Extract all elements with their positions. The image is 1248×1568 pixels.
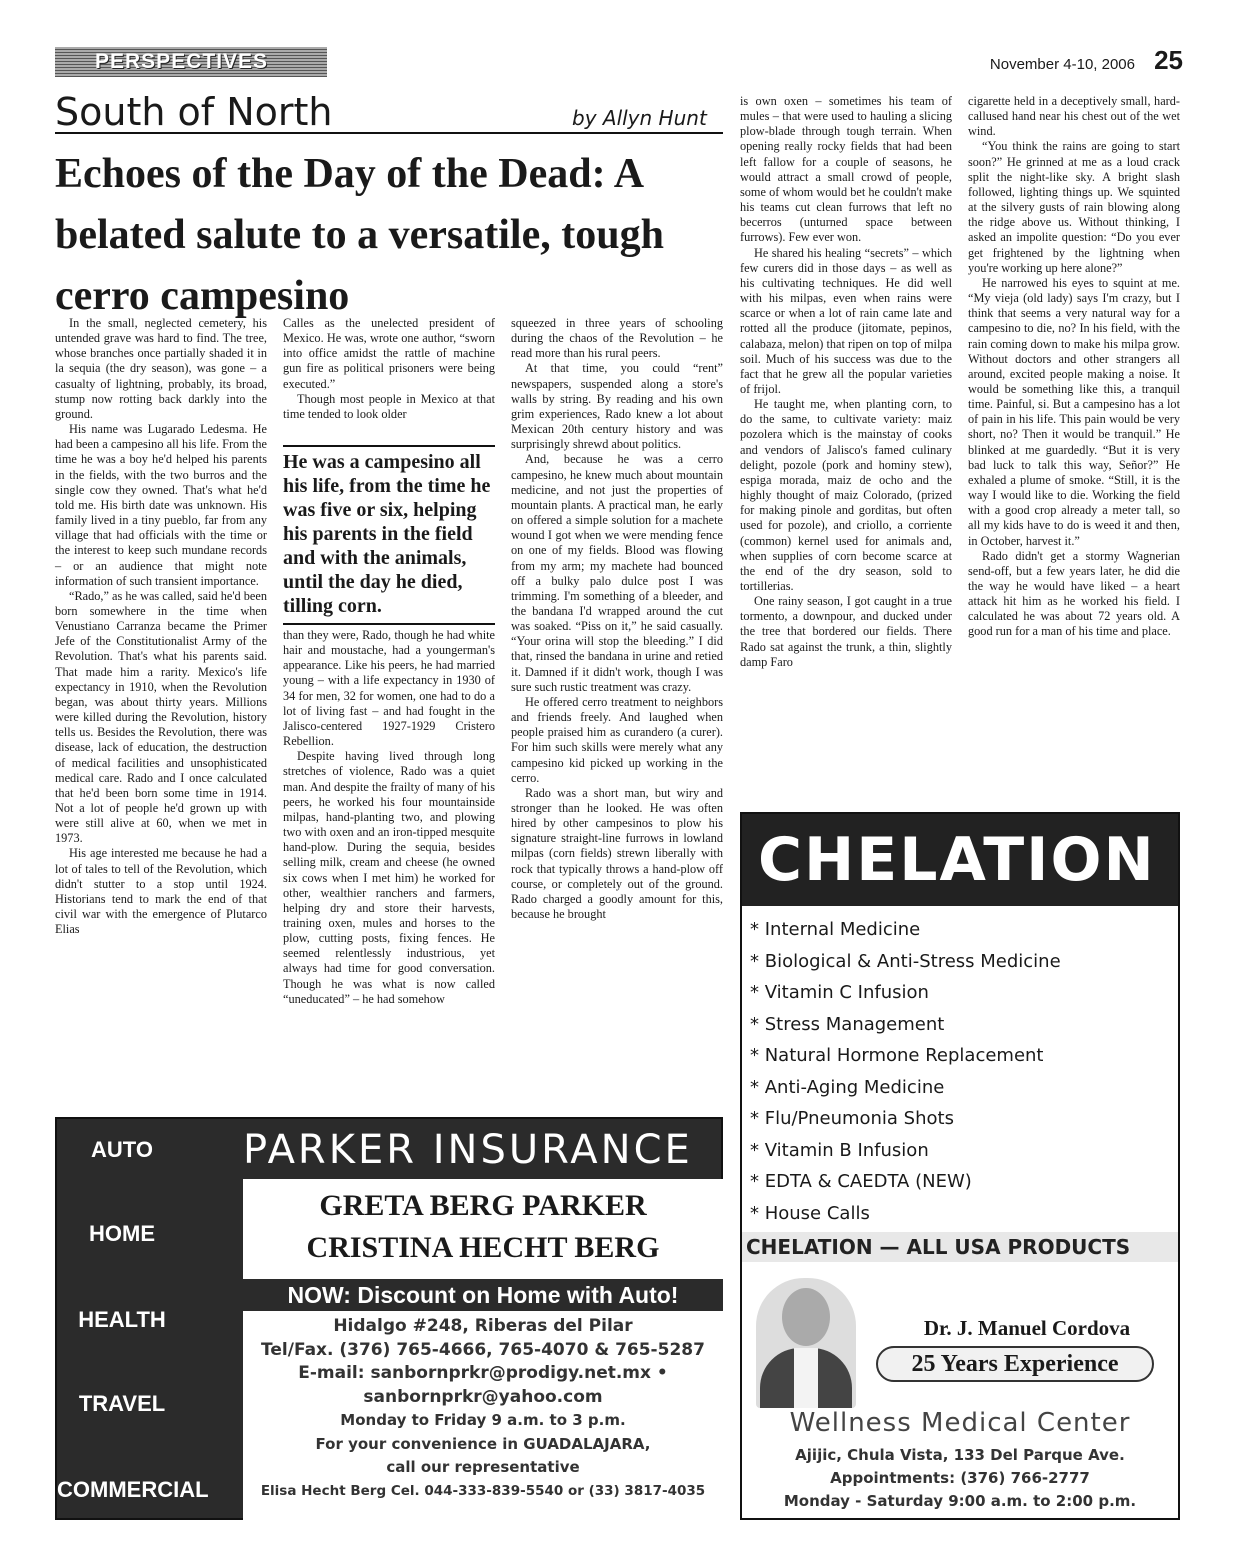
paragraph: He taught me, when planting corn, to do the same, to cultivate variety: maiz pozolera which is the mainstay of cooks and vendors of Jalisco's famed culinary delight, pozole (pork and hominy stew), espiga morada, maiz de ocho and the highly thought of maiz Colorado, (prized for making pinole and gorditas, but often used for pozole), and criollo, a corriente (common) kernel used for animals and, when supplies of corn become scarce at the end of the dry season, sold to tortillerias. [740, 397, 952, 593]
email: sanbornprkr@yahoo.com [363, 1386, 603, 1407]
doctor-name: Dr. J. Manuel Cordova [923, 1316, 1131, 1340]
services-list [750, 914, 1061, 1229]
service-item: * Flu/Pneumonia Shots [750, 1108, 954, 1129]
service-item: * Internal Medicine [750, 919, 921, 940]
paragraph: Calles as the unelected president of Mexico. He was, wrote one author, “sworn into office amidst the rattle of machine gun fire as political prisoners were being executed.” [283, 316, 495, 391]
paragraph: He offered cerro treatment to neighbors and friends freely. And laughed when people praised him as curandero (a curer). For him such skills were merely what any campesino kid picked up working in the cerro. [511, 694, 723, 785]
chelation-banner: CHELATION [742, 814, 1178, 906]
center-address: Ajijic, Chula Vista, 133 Del Parque Ave. [795, 1446, 1125, 1464]
ad-category-health: HEALTH [78, 1307, 166, 1332]
service-item: * House Calls [750, 1202, 870, 1224]
agent-name: CRISTINA HECHT BERG [306, 1231, 660, 1264]
service-item: * Natural Hormone Replacement [750, 1045, 1044, 1066]
article-column-5 [968, 94, 1180, 640]
paragraph: Despite having lived through long stretches of violence, Rado was a quiet man. And despite the frailty of many of his peers, he worked his four mountainside milpas, hand-planting two, and plowing two with oxen and an iron-tipped mesquite hand-plow. During the sequia, besides selling milk, cream and cheese (he owned six cows when I met him) he worked for other, wealthier ranchers and farmers, helping dry and store their harvests, training oxen, mules and horses to the plow, cutting posts, fixing fences. He seemed relentlessly industrious, yet always had time for good conversation. Though he was what is now called “uneducated” – he had somehow [283, 749, 495, 1006]
masthead [55, 47, 1183, 79]
photo-head [782, 1288, 830, 1346]
promo-line: NOW: Discount on Home with Auto! [243, 1279, 723, 1311]
byline: by Allyn Hunt [572, 106, 707, 130]
issue-date: November 4-10, 2006 [989, 56, 1135, 73]
agent-names [243, 1179, 723, 1279]
paragraph: His name was Lugarado Ledesma. He had been a campesino all his life. From the time he was a boy he'd helped his parents in the fields, with the two burros and the single cow they owned. That's what he'd told me. His birth date was unknown. His family lived in a tiny pueblo, far from any village that had officials with the time or the interest to keep such mundane records – or an audience that might note information of such transient importance. [55, 422, 267, 588]
title-rule [55, 132, 723, 134]
service-item: * Anti-Aging Medicine [750, 1076, 945, 1098]
headline: Echoes of the Day of the Dead: A belated salute to a versatile, tough cerro campesino [55, 151, 664, 319]
paragraph: than they were, Rado, though he had white hair and moustache, had a youngerman's appearance. Like his peers, he had married young – with a life expectancy in 1930 of 34 for men, 32 for women, one had to do a lot of living fast – and had fought in the Jalisco-centered 1927-1929 Cristero Rebellion. [283, 628, 495, 749]
email: E-mail: sanbornprkr@prodigy.net.mx • [298, 1363, 668, 1383]
experience-badge: 25 Years Experience [876, 1346, 1154, 1382]
center-hours: Monday - Saturday 9:00 a.m. to 2:00 p.m. [783, 1492, 1137, 1510]
contact-block [243, 1311, 723, 1520]
service-item: * Vitamin B Infusion [750, 1139, 929, 1161]
service-item: * Stress Management [750, 1013, 945, 1035]
agent-name: GRETA BERG PARKER [319, 1189, 647, 1222]
ad-category-home: HOME [89, 1221, 155, 1246]
medical-center-info [742, 1444, 1178, 1513]
parker-insurance-ad [55, 1117, 723, 1520]
column-title: South of North [55, 90, 333, 134]
service-item: * EDTA & CAEDTA (NEW) [750, 1171, 972, 1192]
paragraph: In the small, neglected cemetery, his untended grave was hard to find. The tree, whose branches once partially shaded it in la sequia (the dry season), was gone – a casualty of lightning, probably, its broad, stump now rotting back darkly into the ground. [55, 316, 267, 421]
ad-category-commercial: COMMERCIAL [57, 1477, 209, 1502]
article-column-1 [55, 316, 267, 937]
ad-category-auto: AUTO [91, 1137, 153, 1162]
paragraph: Rado was a short man, but wiry and stronger than he looked. He was often hired by other campesinos to plow his signature straight-line furrows in lowland milpas (corn fields) strewn liberally with rock that typically throws a hand-plow off course, or completely out of the ground. Rado charged a goodly amount for this, because he brought [511, 785, 723, 922]
paragraph: One rainy season, I got caught in a true tormento, a downpour, and ducked under the tree that bordered our fields. There Rado sat against the trunk, a thin, slightly damp Faro [740, 594, 952, 669]
paragraph: “You think the rains are going to start soon?” He grinned at me as a loud crack split the night-like sky. A bright slash followed, lighting things up. We squinted at the silvery gusts of rain blowing along the ridge above us. Without thinking, I asked an impolite question: “Do you ever get frightened by the lightning when you're working up here alone?” [968, 139, 1180, 275]
paragraph: cigarette held in a deceptively small, hard-callused hand near his chest out of the wet wind. [968, 94, 1180, 139]
paragraph: And, because he was a cerro campesino, he knew much about mountain medicine, and not just the properties of mountain plants. A practical man, he early on offered a simple solution for a machete wound I got when we were mending fence on one of my fields. Blood was flowing from my arm; my machete had bounced off a bulky palo dulce post I was trimming. I'm something of a bleeder, and the bandana I'd wrapped around the cut was soaked. “Piss on it,” he said casually. “Your orina will stop the bleeding.” I did that, rinsed the bandana in urine and retied it. Damned if it didn't work, though I was sure such rustic treatment was crazy. [511, 452, 723, 694]
address: Hidalgo #248, Riberas del Pilar [333, 1316, 633, 1336]
article-column-2-bottom [283, 628, 495, 1007]
office-hours: Monday to Friday 9 a.m. to 3 p.m. [340, 1411, 626, 1429]
paragraph: His age interested me because he had a lot of tales to tell of the Revolution, which didn't stutter to a stop until 1924. Historians tend to mark the end of that civil war with the emergence of Plutarco Elias [55, 846, 267, 937]
paragraph: “Rado,” as he was called, said he'd been born somewhere in the time when Venustiano Carranza became the Primer Jefe of the Constitutionalist Army of the Revolution. That's what his parents said. That made him a rarity. Mexico's life expectancy in 1910, when the Revolution began, was about thirty years. Millions were killed during the Revolution, history tells us. Besides the Revolution, there was disease, lack of education, the destruction of medical facilities and unsophisticated medical care. Rado and I once calculated that he'd been born some time in 1914. Not a lot of people he'd grown up with were still alive at 60, when we met in 1973. [55, 588, 267, 846]
paragraph: squeezed in three years of schooling during the chaos of the Revolution – he read more than his rural peers. [511, 316, 723, 361]
service-item: * Vitamin C Infusion [750, 982, 929, 1003]
article-column-3 [511, 316, 723, 922]
doctor-photo [756, 1278, 856, 1408]
medical-center-name: Wellness Medical Center [789, 1408, 1131, 1438]
convenience-note: For your convenience in GUADALAJARA, [315, 1434, 651, 1453]
photo-shirt [794, 1348, 818, 1408]
appointments: Appointments: (376) 766-2777 [830, 1469, 1090, 1487]
paragraph: is own oxen – sometimes his team of mules – that were used to hauling a slicing plow-blade through tough terrain. When opening really rocky fields that had been left fallow for a couple of seasons, he would attract a small crowd of people, some of whom would bet he couldn't make his teams cut clean furrows that left no becerros (unturned space between furrows). Few ever won. [740, 94, 952, 245]
section-tag: PERSPECTIVES [55, 47, 327, 77]
ad-category-travel: TRAVEL [78, 1391, 166, 1416]
insurance-brand: PARKER INSURANCE [243, 1127, 693, 1173]
products-strip: CHELATION — ALL USA PRODUCTS [742, 1232, 1178, 1262]
representative-contact: Elisa Hecht Berg Cel. 044-333-839-5540 or (33) 3817-4035 [260, 1482, 706, 1499]
pull-quote: He was a campesino all his life, from the time he was five or six, helping his parents in the field and with the animals, until the day he died, tilling corn. [283, 445, 495, 625]
paragraph: Rado didn't get a stormy Wagnerian send-off, but a few years later, he did die the way he would have liked – a heart attack hit him as he worked his field. I calculated he was about 72 years old. A good run for a man of his time and place. [968, 548, 1180, 639]
article-column-2-top [283, 316, 495, 422]
call-note: call our representative [386, 1458, 580, 1476]
paragraph: At that time, you could “rent” newspapers, suspended along a store's walls by string. By reading and his own grim experiences, Rado knew a lot about Mexican 20th century history and was surprisingly shrewd about politics. [511, 361, 723, 452]
paragraph: Though most people in Mexico at that time tended to look older [283, 391, 495, 421]
paragraph: He shared his healing “secrets” – which few curers did in those days – as well as his cultivating techniques. He did well with his milpas, even when rains were scarce or when a lot of rain came late and rotted all the produce (jitomate, pepinos, calabaza, melon) that ripen on top of milpa soil. Much of his success was due to the fact that he grew all the popular varieties of frijol. [740, 245, 952, 396]
paragraph: He narrowed his eyes to squint at me. “My vieja (old lady) says I'm crazy, but I think that seems a very natural way for a campesino to die, no? In his field, with the rain coming down to make his milpa grow. Without doctors and other strangers all around, excited people making a noise. It would be something like this, a tranquil time. Painful, si. But a campesino has a lot of pain in his life. This pain would be very short, no? Then it would be tranquil.” He blinked at me guardedly. “But it is very bad luck to talk this way, Señor?” He exhaled a plume of smoke. “Still, it is the way I would like to die. Working the field with a good crop already a meter tall, so all my kids have to do is weed it and then, in October, harvest it.” [968, 275, 1180, 548]
page-number: 25 [1154, 45, 1183, 75]
phone: Tel/Fax. (376) 765-4666, 765-4070 & 765-5287 [261, 1339, 705, 1360]
article-column-4 [740, 94, 952, 670]
service-item: * Biological & Anti-Stress Medicine [750, 950, 1061, 972]
chelation-ad [740, 812, 1180, 1520]
